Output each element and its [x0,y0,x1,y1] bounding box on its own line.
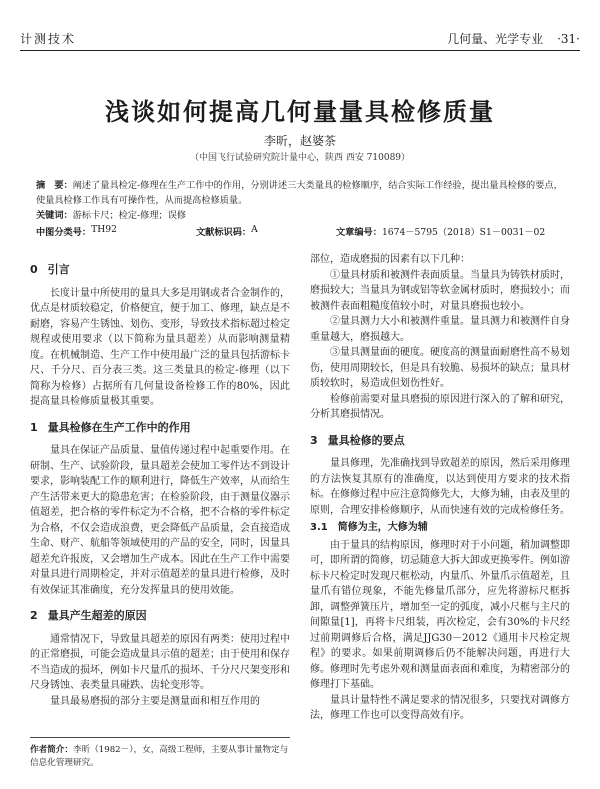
subsection-heading: 3.1 简修为主，大修为辅 [310,522,428,533]
journal-name: 计测技术 [20,32,77,46]
doc-code-label: 文献标识码： [196,227,252,238]
article-id-value: 1674－5795（2018）S1－0031－02 [381,227,546,238]
paragraph: 由于量具的结构原因，修理时对于小问题，稍加调整即可，即所谓的简修，切忌随意大拆大卸或更换零件。例如游标卡尺检定时发现尺框松动，内量爪、外量爪示值超差，且量爪有错位现象，不能先修量爪部分，应先将游标尺框拆卸，调整弹簧压片，增加至一定的弧度，减小尺框与主尺的间隙量[1]，再将卡尺组装，再次检定，会有30%的卡尺经过前期调修后合格，满足JJG30－2012《通用卡尺检定规程》的要求。如果前期调修后仍不能解决问题，再进行大修。修理时先考虑外观和测量面表面和难度，为精密部分的修理打下基础。 [310,539,570,690]
paragraph: 长度计量中所使用的量具大多是用钢或者合金制作的，优点是材质较稳定，价格便宜，便于加工、修理，缺点是不耐磨，容易产生锈蚀、划伤、变形，导致技术指标超过检定规程或使用要求（以下简称为量具超差）从而影响测量精度。在机械制造、生产工作中使用最广泛的量具包括游标卡尺、千分尺、百分表三类。这三类量具的检定-修理（以下简称为检修）占据所有几何量设备检修工作的80%，因此提高量具检修质量极其重要。 [30,287,290,407]
paragraph: ③量具测量面的硬度。硬度高的测量面耐磨性高不易划伤，使用周期较长，但是具有较脆、易损坏的缺点；量具材质较软时，易造成但划伤性好。 [310,347,570,389]
keywords [36,208,564,223]
paragraph: ②量具测力大小和被测件重量。量具测力和被测件自身重量越大，磨损越大。 [310,316,570,343]
article-id-label: 文章编号： [336,227,382,238]
section-heading: 0 引言 [30,263,70,276]
abstract-text: 阐述了量具检定-修理在生产工作中的作用，分别讲述三大类量具的检修顺序，结合实际工作经验，提出量具检修的要点，使量具检修工作具有可操作性，从而提高检修质量。 [36,180,563,206]
section-heading: 2 量具产生超差的原因 [30,609,147,622]
footnote-text: 李昕（1982－），女，高级工程师，主要从事计量物定与信息化管理研究。 [30,745,289,768]
article-title: 浅谈如何提高几何量量具检修质量 [105,97,495,126]
keywords-text: 游标卡尺；检定-修理；误修 [72,210,187,221]
section-heading: 1 量具检修在生产工作中的作用 [30,420,191,434]
author-footnote [30,737,290,770]
paragraph: ①量具材质和被测件表面质量。当量具为铸铁材质时，磨损较大；当量具为钢或铝等软金属材质时，磨损较小；而被测件表面粗糙度值较小时，对量具磨损也较小。 [310,269,570,312]
section-name: 几何量、光学专业 [447,32,544,46]
clc-value: TH92 [91,224,117,235]
abstract-label: 摘 要： [36,180,73,191]
affiliation: （中国飞行试验研究院计量中心，陕西 西安 710089） [189,153,411,163]
running-header [20,28,580,51]
doc-code-value: A [251,224,258,235]
paragraph: 通常情况下，导致量具超差的原因有两类：使用过程中的正常磨损，可能会造成量具示值的超差；由于使用和保存不当造成的损坏，例如卡尺量爪的损坏、千分尺尺架变形和尺身锈蚀、表类量具碰跌、齿轮变形等。 [30,633,290,691]
clc-label: 中图分类号： [36,227,92,238]
footnote-label: 作者简介： [30,745,73,755]
abstract-block [36,178,564,223]
paragraph: 量具在保证产品质量、量值传递过程中起重要作用。在研制、生产、试验阶段，量具超差会使加工零件达不到设计要求，影响装配工作的顺利进行，降低生产效率，从而给生产生活带来更大的隐患危害；在检验阶段，由于测量仪器示值超差，把合格的零件标定为不合格，把不合格的零件标定为合格，不仅会造成浪费，更会降低产品质量，会直接造成生命、财产、航船等领域使用的产品的安全，同时，因量具超差允许报废，又会增加生产成本。因此在生产工作中需要对量具进行周期检定，并对示值超差的量具进行检修，及时有效保证其准确度，充分发挥量具的使用效能。 [30,445,290,596]
paragraph: 部位，造成磨损的因素有以下几种： [310,254,470,265]
abstract [36,178,564,208]
keywords-label: 关键词： [36,210,73,221]
paragraph: 量具最易磨损的部分主要是测量面和相互作用的 [50,695,260,707]
left-column [30,252,290,709]
page-number: ·31· [557,32,580,46]
paragraph: 量具修理，先准确找到导致超差的原因，然后采用修理的方法恢复其原有的准确度，以达到使用方要求的技术指标。在修修过程中应注意简修先大，大修为辅，由表及里的原则，合理安排检修顺序，从而快速有效的完成检修任务。 [310,458,570,516]
paragraph: 量具计量特性不满足要求的情况很多，只要找对调修方法，修理工作也可以变得高效有序。 [310,694,570,721]
authors: 李昕，赵婆茶 [263,134,336,148]
right-column [310,252,570,724]
section-heading: 3 量具检修的要点 [310,433,405,447]
paragraph: 检修前需要对量具磨损的原因进行深入的了解和研究，分析其磨损情况。 [310,393,570,420]
section-and-page [447,30,580,47]
